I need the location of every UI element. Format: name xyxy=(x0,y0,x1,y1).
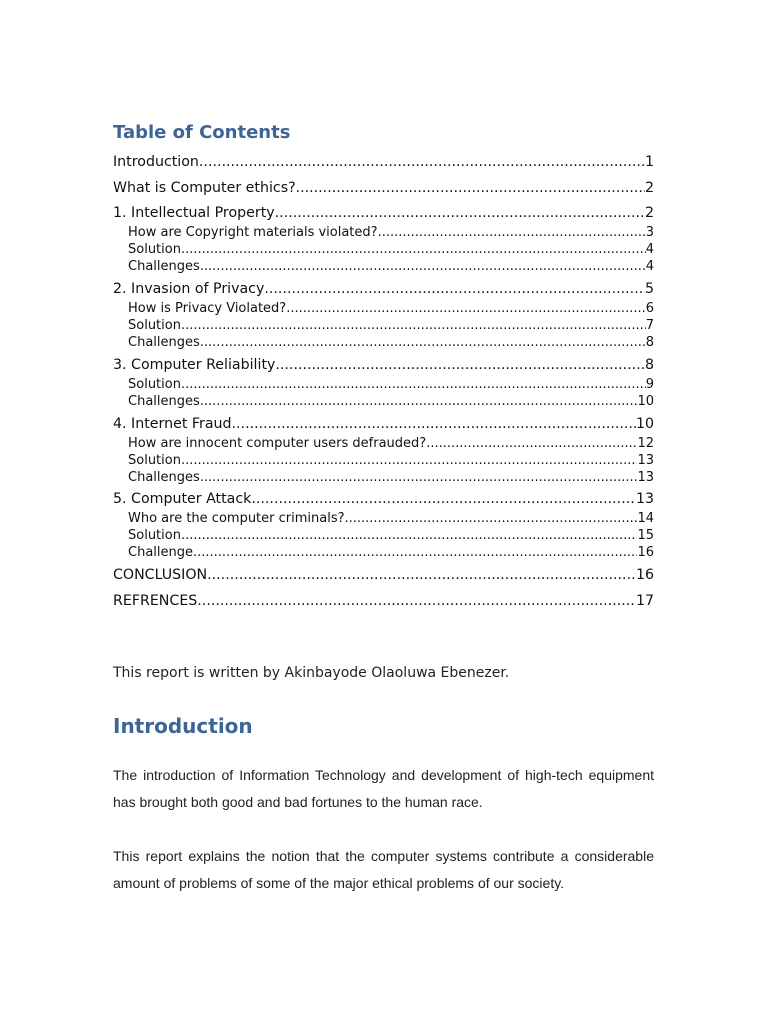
toc-dot-leader xyxy=(286,301,646,316)
toc-entry-title: Solution xyxy=(128,318,181,333)
toc-entry-page: 6 xyxy=(645,301,654,316)
toc-entry[interactable] xyxy=(128,242,654,257)
toc-entry-page: 4 xyxy=(645,259,654,274)
toc-entry-title: Solution xyxy=(128,528,181,543)
toc-entry-page: 1 xyxy=(644,154,654,170)
toc-dot-leader xyxy=(264,281,645,297)
toc-entry[interactable] xyxy=(113,357,654,373)
toc-entry-title: Challenges xyxy=(128,470,200,485)
toc-entry[interactable] xyxy=(128,318,654,333)
toc-entry[interactable] xyxy=(128,453,654,468)
toc-dot-leader xyxy=(251,491,636,507)
toc-entry-page: 13 xyxy=(635,491,654,507)
toc-entry-title: How are innocent computer users defrauded? xyxy=(128,436,427,451)
toc-entry-page: 15 xyxy=(637,528,654,543)
toc-dot-leader xyxy=(200,259,646,274)
toc-entry[interactable] xyxy=(113,180,654,196)
toc-entry-title: Challenges xyxy=(128,394,200,409)
toc-entry-title: How are Copyright materials violated? xyxy=(128,225,378,240)
toc-entry[interactable] xyxy=(128,394,654,409)
toc-entry-page: 7 xyxy=(645,318,654,333)
toc-entry-title: 5. Computer Attack xyxy=(113,491,252,507)
toc-dot-leader xyxy=(181,528,637,543)
toc-entry-title: CONCLUSION xyxy=(113,567,208,583)
toc-entry[interactable] xyxy=(113,593,654,609)
toc-entry-title: Introduction xyxy=(113,154,199,170)
toc-dot-leader xyxy=(275,357,645,373)
toc-entry-title: Solution xyxy=(128,242,181,257)
introduction-heading: Introduction xyxy=(113,714,253,738)
toc-dot-leader xyxy=(181,318,646,333)
toc-dot-leader xyxy=(199,154,645,170)
toc-entry-title: Challenges xyxy=(128,335,200,350)
toc-entry-page: 2 xyxy=(644,205,654,221)
toc-entry-title: Challenge xyxy=(128,545,193,560)
toc-dot-leader xyxy=(181,242,646,257)
toc-entry-page: 10 xyxy=(635,416,654,432)
toc-dot-leader xyxy=(275,205,645,221)
toc-entry[interactable] xyxy=(113,205,654,221)
toc-entry[interactable] xyxy=(113,416,654,432)
toc-dot-leader xyxy=(197,593,636,609)
toc-dot-leader xyxy=(207,567,636,583)
toc-entry-page: 5 xyxy=(644,281,654,297)
toc-entry-title: REFRENCES xyxy=(113,593,198,609)
toc-dot-leader xyxy=(181,453,637,468)
toc-entry-title: Who are the computer criminals? xyxy=(128,511,345,526)
toc-entry-title: How is Privacy Violated? xyxy=(128,301,287,316)
intro-paragraph-2: This report explains the notion that the computer systems contribute a considerable amount of problems of some of the major ethical problems of our society. xyxy=(113,848,654,891)
toc-dot-leader xyxy=(296,180,645,196)
toc-entry-page: 8 xyxy=(644,357,654,373)
toc-entry[interactable] xyxy=(128,335,654,350)
toc-entry-page: 16 xyxy=(637,545,654,560)
toc-entry-title: Challenges xyxy=(128,259,200,274)
toc-entry-title: Solution xyxy=(128,377,181,392)
toc-entry-page: 9 xyxy=(645,377,654,392)
toc-entry-title: 2. Invasion of Privacy xyxy=(113,281,265,297)
toc-entry[interactable] xyxy=(128,436,654,451)
toc-dot-leader xyxy=(200,470,638,485)
toc-dot-leader xyxy=(193,545,637,560)
intro-paragraph-1: The introduction of Information Technology and development of high-tech equipment has brought both good and bad fortunes to the human race. xyxy=(113,767,654,810)
toc-entry[interactable] xyxy=(113,154,654,170)
toc-entry[interactable] xyxy=(128,470,654,485)
toc-entry[interactable] xyxy=(128,259,654,274)
toc-dot-leader xyxy=(181,377,646,392)
toc-entry[interactable] xyxy=(128,528,654,543)
toc-dot-leader xyxy=(345,511,638,526)
toc-entry-page: 4 xyxy=(645,242,654,257)
toc-dot-leader xyxy=(426,436,637,451)
toc-entry[interactable] xyxy=(128,225,654,240)
toc-entry-page: 13 xyxy=(637,453,654,468)
toc-entry-page: 14 xyxy=(637,511,654,526)
toc-entry[interactable] xyxy=(128,377,654,392)
toc-dot-leader xyxy=(200,335,646,350)
author-line: This report is written by Akinbayode Olaoluwa Ebenezer. xyxy=(113,665,510,681)
toc-dot-leader xyxy=(232,416,636,432)
toc-entry-page: 17 xyxy=(635,593,654,609)
toc-dot-leader xyxy=(200,394,638,409)
toc-heading: Table of Contents xyxy=(113,122,291,143)
toc-entry-page: 10 xyxy=(637,394,654,409)
toc-entry-page: 13 xyxy=(637,470,654,485)
toc-entry-title: 3. Computer Reliability xyxy=(113,357,276,373)
toc-entry-page: 3 xyxy=(645,225,654,240)
toc-entry[interactable] xyxy=(113,567,654,583)
toc-entry-title: Solution xyxy=(128,453,181,468)
toc-entry-page: 2 xyxy=(644,180,654,196)
toc-entry[interactable] xyxy=(113,491,654,507)
toc-dot-leader xyxy=(378,225,646,240)
toc-entry-page: 16 xyxy=(635,567,654,583)
toc-entry[interactable] xyxy=(128,511,654,526)
toc-entry-title: 1. Intellectual Property xyxy=(113,205,275,221)
toc-entry-title: 4. Internet Fraud xyxy=(113,416,232,432)
toc-entry-page: 12 xyxy=(637,436,654,451)
toc-entry[interactable] xyxy=(128,545,654,560)
toc-entry[interactable] xyxy=(113,281,654,297)
toc-entry-title: What is Computer ethics? xyxy=(113,180,296,196)
toc-entry[interactable] xyxy=(128,301,654,316)
toc-entry-page: 8 xyxy=(645,335,654,350)
